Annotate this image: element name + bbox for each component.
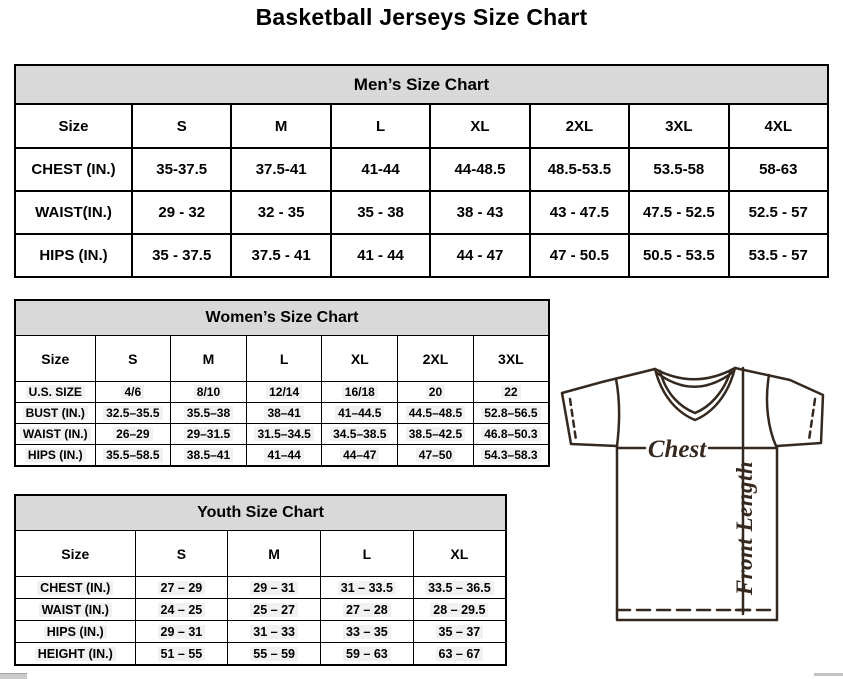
row-label: HEIGHT (IN.) xyxy=(15,643,135,666)
size-value: 27 – 29 xyxy=(135,577,228,599)
table-title-row xyxy=(15,65,828,104)
armhole-seam-left-line xyxy=(616,379,619,446)
armhole-seam-right-line xyxy=(767,375,776,446)
row-label: HIPS (IN.) xyxy=(15,621,135,643)
column-header: XL xyxy=(322,336,398,382)
column-header: S xyxy=(132,104,231,148)
measurement-row xyxy=(15,382,549,403)
size-value: 48.5-53.5 xyxy=(530,148,629,191)
size-value: 27 – 28 xyxy=(321,599,414,621)
size-value: 32.5–35.5 xyxy=(95,403,171,424)
table-title-row xyxy=(15,300,549,336)
size-value: 59 – 63 xyxy=(321,643,414,666)
size-value: 37.5-41 xyxy=(231,148,330,191)
size-value: 35.5–38 xyxy=(171,403,247,424)
size-value: 47.5 - 52.5 xyxy=(629,191,728,234)
table-title: Youth Size Chart xyxy=(15,495,506,531)
column-header: L xyxy=(331,104,430,148)
cuff-dashed-right xyxy=(809,399,815,440)
column-header: S xyxy=(95,336,171,382)
page-title: Basketball Jerseys Size Chart xyxy=(255,4,588,30)
size-value: 35 - 38 xyxy=(331,191,430,234)
column-header: 2XL xyxy=(530,104,629,148)
size-header-row xyxy=(15,336,549,382)
column-header: 4XL xyxy=(729,104,828,148)
size-value: 44.5–48.5 xyxy=(398,403,474,424)
table-title: Women’s Size Chart xyxy=(15,300,549,336)
size-value: 29 - 32 xyxy=(132,191,231,234)
size-value: 4/6 xyxy=(95,382,171,403)
row-label: WAIST (IN.) xyxy=(15,424,95,445)
size-value: 50.5 - 53.5 xyxy=(629,234,728,277)
size-value: 35-37.5 xyxy=(132,148,231,191)
size-value: 38.5–41 xyxy=(171,445,247,467)
measurement-row xyxy=(15,234,828,277)
size-value: 34.5–38.5 xyxy=(322,424,398,445)
column-header: Size xyxy=(15,104,132,148)
measurement-row xyxy=(15,643,506,666)
measurement-row xyxy=(15,148,828,191)
size-value: 37.5 - 41 xyxy=(231,234,330,277)
jersey-outline xyxy=(562,368,823,620)
size-header-row xyxy=(15,104,828,148)
size-value: 29–31.5 xyxy=(171,424,247,445)
size-value: 38 - 43 xyxy=(430,191,529,234)
column-header: 3XL xyxy=(629,104,728,148)
size-value: 53.5 - 57 xyxy=(729,234,828,277)
size-value: 31.5–34.5 xyxy=(246,424,322,445)
size-value: 41-44 xyxy=(331,148,430,191)
row-label: CHEST (IN.) xyxy=(15,148,132,191)
row-label: HIPS (IN.) xyxy=(15,445,95,467)
column-header: L xyxy=(246,336,322,382)
column-header: 3XL xyxy=(473,336,549,382)
column-header: M xyxy=(171,336,247,382)
size-value: 8/10 xyxy=(171,382,247,403)
size-value: 35.5–58.5 xyxy=(95,445,171,467)
size-value: 32 - 35 xyxy=(231,191,330,234)
size-value: 41 - 44 xyxy=(331,234,430,277)
size-value: 22 xyxy=(473,382,549,403)
size-value: 28 – 29.5 xyxy=(413,599,506,621)
size-value: 41–44.5 xyxy=(322,403,398,424)
measurement-row xyxy=(15,445,549,467)
size-value: 41–44 xyxy=(246,445,322,467)
size-value: 53.5-58 xyxy=(629,148,728,191)
jersey-measurement-diagram xyxy=(556,360,838,632)
measurement-row xyxy=(15,191,828,234)
column-header: 2XL xyxy=(398,336,474,382)
table-title-row xyxy=(15,495,506,531)
size-value: 25 – 27 xyxy=(228,599,321,621)
womens-size-chart-table xyxy=(14,299,550,467)
size-value: 33 – 35 xyxy=(321,621,414,643)
size-value: 35 - 37.5 xyxy=(132,234,231,277)
row-label: U.S. SIZE xyxy=(15,382,95,403)
size-value: 29 – 31 xyxy=(135,621,228,643)
column-header: Size xyxy=(15,531,135,577)
measurement-row xyxy=(15,577,506,599)
table-title: Men’s Size Chart xyxy=(15,65,828,104)
measurement-row xyxy=(15,621,506,643)
row-label: BUST (IN.) xyxy=(15,403,95,424)
column-header: XL xyxy=(430,104,529,148)
size-value: 44 - 47 xyxy=(430,234,529,277)
measurement-row xyxy=(15,403,549,424)
size-value: 35 – 37 xyxy=(413,621,506,643)
row-label: WAIST (IN.) xyxy=(15,599,135,621)
size-value: 43 - 47.5 xyxy=(530,191,629,234)
size-value: 38.5–42.5 xyxy=(398,424,474,445)
measurement-row xyxy=(15,424,549,445)
size-value: 26–29 xyxy=(95,424,171,445)
size-value: 47–50 xyxy=(398,445,474,467)
size-value: 44-48.5 xyxy=(430,148,529,191)
size-value: 12/14 xyxy=(246,382,322,403)
row-label: HIPS (IN.) xyxy=(15,234,132,277)
cuff-dashed-left xyxy=(570,399,576,440)
size-value: 54.3–58.3 xyxy=(473,445,549,467)
size-value: 29 – 31 xyxy=(228,577,321,599)
size-value: 44–47 xyxy=(322,445,398,467)
size-value: 31 – 33.5 xyxy=(321,577,414,599)
chest-label: Chest xyxy=(647,436,707,463)
size-header-row xyxy=(15,531,506,577)
measurement-row xyxy=(15,599,506,621)
youth-size-chart-table xyxy=(14,494,507,666)
size-value: 63 – 67 xyxy=(413,643,506,666)
horizontal-scrollbar-fragment-right[interactable] xyxy=(814,673,843,676)
row-label: CHEST (IN.) xyxy=(15,577,135,599)
column-header: M xyxy=(228,531,321,577)
column-header: M xyxy=(231,104,330,148)
size-value: 16/18 xyxy=(322,382,398,403)
mens-size-chart-table xyxy=(14,64,829,278)
size-value: 20 xyxy=(398,382,474,403)
column-header: S xyxy=(135,531,228,577)
row-label: WAIST(IN.) xyxy=(15,191,132,234)
size-value: 24 – 25 xyxy=(135,599,228,621)
size-value: 33.5 – 36.5 xyxy=(413,577,506,599)
size-value: 38–41 xyxy=(246,403,322,424)
column-header: Size xyxy=(15,336,95,382)
size-value: 52.5 - 57 xyxy=(729,191,828,234)
size-value: 46.8–50.3 xyxy=(473,424,549,445)
size-value: 58-63 xyxy=(729,148,828,191)
column-header: XL xyxy=(413,531,506,577)
size-value: 52.8–56.5 xyxy=(473,403,549,424)
horizontal-scrollbar-fragment-left[interactable] xyxy=(0,673,27,679)
front-length-label: Front Length xyxy=(732,460,757,596)
size-value: 31 – 33 xyxy=(228,621,321,643)
column-header: L xyxy=(321,531,414,577)
size-value: 51 – 55 xyxy=(135,643,228,666)
size-value: 55 – 59 xyxy=(228,643,321,666)
size-value: 47 - 50.5 xyxy=(530,234,629,277)
